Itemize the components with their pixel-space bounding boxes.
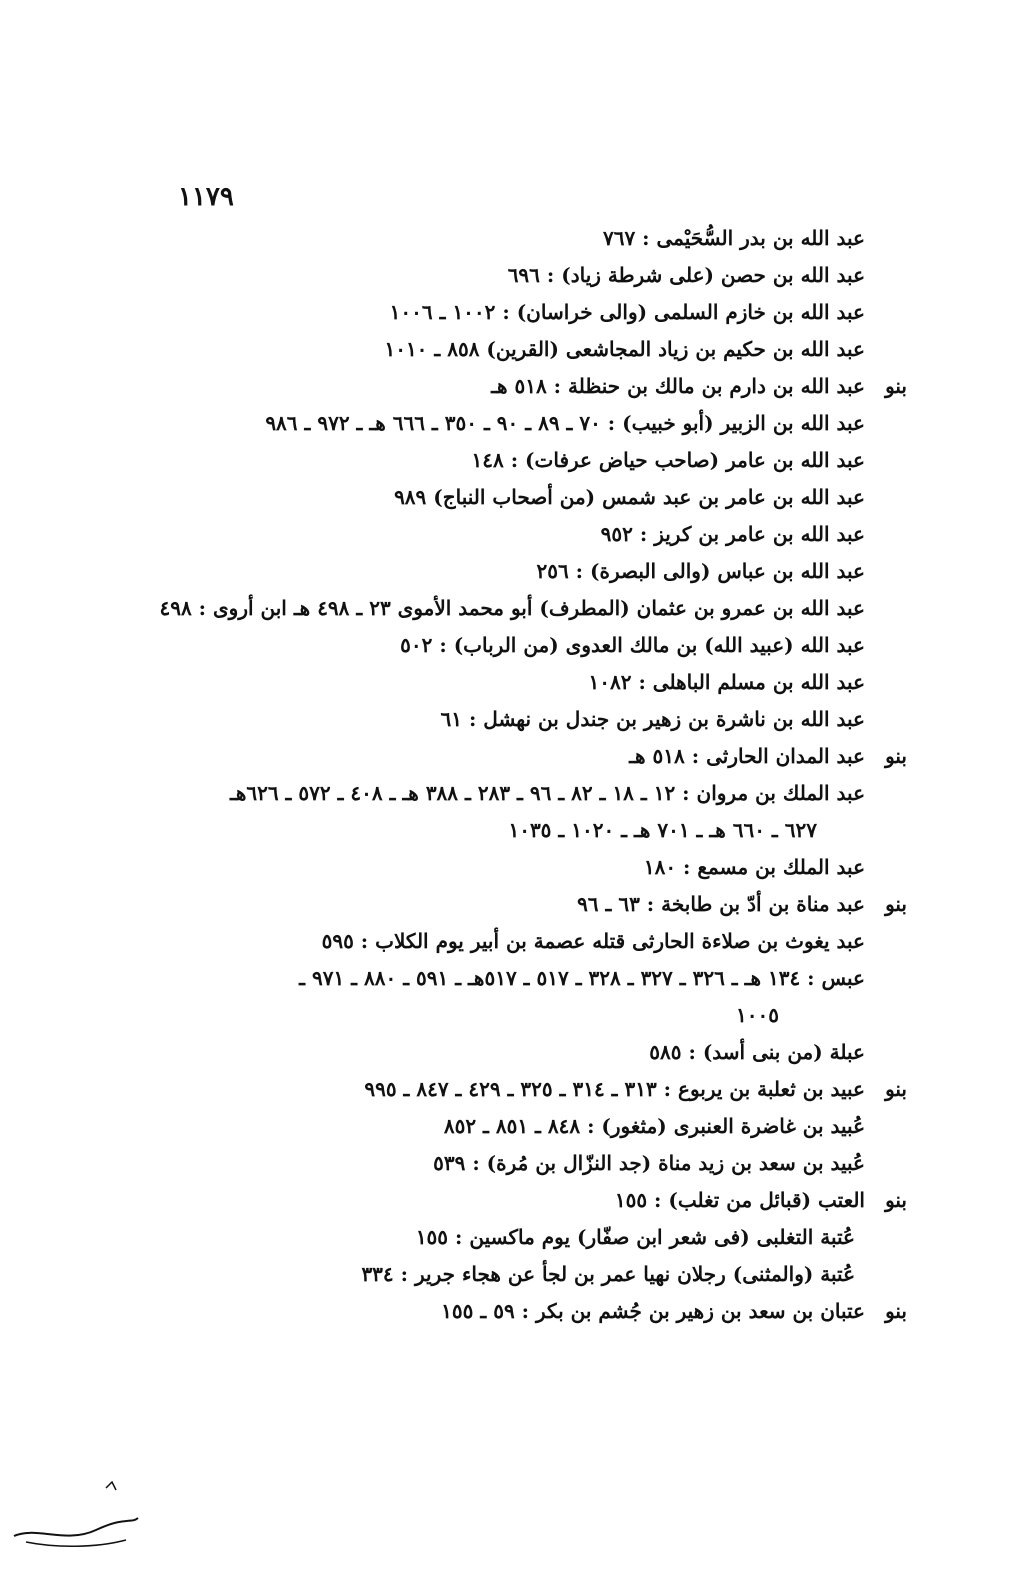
entry-text: عُبيد بن غاضرة العنبرى (مثغور) : ٨٤٨ ـ ٨٥١ ـ ٨٥٢ [443,1114,865,1138]
index-entry [160,960,865,997]
index-entry [160,664,865,701]
entry-prefix: بنو [885,1299,907,1323]
entry-text: عبد الله بن مسلم الباهلى : ١٠٨٢ [588,670,865,694]
entry-text: عبد مناة بن أدّ بن طابخة : ٦٣ ـ ٩٦ [577,892,865,916]
entry-text: عبد الله بن عباس (والى البصرة) : ٢٥٦ [536,559,865,583]
entry-text: عبد الملك بن مسمع : ١٨٠ [643,855,865,879]
entry-text: العتب (قبائل من تغلب) : ١٥٥ [614,1188,865,1212]
index-entry [160,220,865,257]
index-entry [160,775,865,812]
entry-text: عُتبة (والمثنى) رجلان نهيا عمر بن لجأ عن هجاء جرير : ٣٣٤ [361,1262,855,1286]
entry-text: عُبيد بن سعد بن زيد مناة (جد النزّال بن مُرة) : ٥٣٩ [433,1151,865,1175]
entry-text: عبد الله بن عامر بن عبد شمس (من أصحاب النباج) ٩٨٩ [394,485,865,509]
entry-text: عبد المدان الحارثى : ٥١٨ هـ [629,744,865,768]
index-entry [160,516,865,553]
index-entry [160,405,865,442]
entry-prefix: بنو [885,1077,907,1101]
entry-prefix: بنو [885,374,907,398]
index-entry [160,1071,907,1108]
entry-text: عبد الله بن ناشرة بن زهير بن جندل بن نهشل : ٦١ [440,707,865,731]
entry-text: عبد الله (عبيد الله) بن مالك العدوى (من الرباب) : ٥٠٢ [400,633,865,657]
index-entry [160,627,865,664]
page-number: ١١٧٩ [178,182,234,212]
entry-prefix: بنو [885,744,907,768]
entry-prefix: بنو [885,1188,907,1212]
entry-text: عبلة (من بنى أسد) : ٥٨٥ [649,1040,865,1064]
index-entry [160,1145,865,1182]
entry-text: عبد الله بن دارم بن مالك بن حنظلة : ٥١٨ هـ [491,374,865,398]
index-entry [160,442,865,479]
library-stamp-logo [6,1478,142,1554]
entry-prefix: بنو [885,892,907,916]
entry-text: عبد الله بن الزبير (أبو خبيب) : ٧٠ ـ ٨٩ ـ ٩٠ ـ ٣٥٠ ـ ٦٦٦ هـ ـ ٩٧٢ ـ ٩٨٦ [265,411,865,435]
entry-text: عبد الملك بن مروان : ١٢ ـ ١٨ ـ ٨٢ ـ ٩٦ ـ ٢٨٣ ـ ٣٨٨ هـ ـ ٤٠٨ ـ ٥٧٢ ـ ٦٢٦هـ [229,781,865,805]
index-entry [160,257,865,294]
index-entry [160,1256,865,1293]
entry-text: عُتبة التغلبى (فى شعر ابن صفّار) يوم ماكسين : ١٥٥ [415,1225,855,1249]
entry-text: عبيد بن ثعلبة بن يربوع : ٣١٣ ـ ٣١٤ ـ ٣٢٥ ـ ٤٢٩ ـ ٨٤٧ ـ ٩٩٥ [364,1077,865,1101]
index-entry [160,1293,907,1330]
index-entry [160,1034,865,1071]
index-entry [160,368,907,405]
entry-text: عبد الله بن عمرو بن عثمان (المطرف) أبو محمد الأموى ٢٣ ـ ٤٩٨ هـ ابن أروى : ٤٩٨ [159,596,865,620]
index-entry [160,1219,865,1256]
entry-text: عتبان بن سعد بن زهير بن جُشم بن بكر : ٥٩ ـ ١٥٥ [441,1299,865,1323]
entry-text: عبد الله بن حصن (على شرطة زياد) : ٦٩٦ [507,263,865,287]
entry-text: عبس : ١٣٤ هـ ـ ٣٢٦ ـ ٣٢٧ ـ ٣٢٨ ـ ٥١٧ ـ ٥١٧هـ ـ ٥٩١ ـ ٨٨٠ ـ ٩٧١ ـ [299,966,865,990]
index-list [159,220,907,1330]
index-entry-continuation [160,997,865,1034]
index-entry [160,849,865,886]
index-entry [160,1182,907,1219]
entry-text: عبد الله بن عامر (صاحب حياض عرفات) : ١٤٨ [471,448,865,472]
index-entry [160,738,907,775]
entry-text: عبد الله بن خازم السلمى (والى خراسان) : ١٠٠٢ ـ ١٠٠٦ [389,300,865,324]
index-entry [160,701,865,738]
entry-text: عبد الله بن عامر بن كريز : ٩٥٢ [600,522,865,546]
index-entry-continuation [160,812,865,849]
entry-text: عبد يغوث بن صلاءة الحارثى قتله عصمة بن أبير يوم الكلاب : ٥٩٥ [321,929,865,953]
index-entry [160,886,907,923]
stamp-flourish-icon [6,1478,142,1554]
index-entry [160,1108,865,1145]
index-entry [160,294,865,331]
index-entry [160,923,865,960]
index-entry [160,331,865,368]
entry-text: عبد الله بن بدر السُّحَيْمى : ٧٦٧ [602,226,865,250]
entry-text: ٦٢٧ ـ ٦٦٠ هـ ـ ٧٠١ هـ ـ ١٠٢٠ ـ ١٠٣٥ [508,818,817,842]
index-entry [160,590,865,627]
index-entry [160,479,865,516]
index-entry [160,553,865,590]
entry-text: عبد الله بن حكيم بن زياد المجاشعى (القرين) ٨٥٨ ـ ١٠١٠ [384,337,865,361]
entry-text: ١٠٠٥ [736,1003,779,1027]
